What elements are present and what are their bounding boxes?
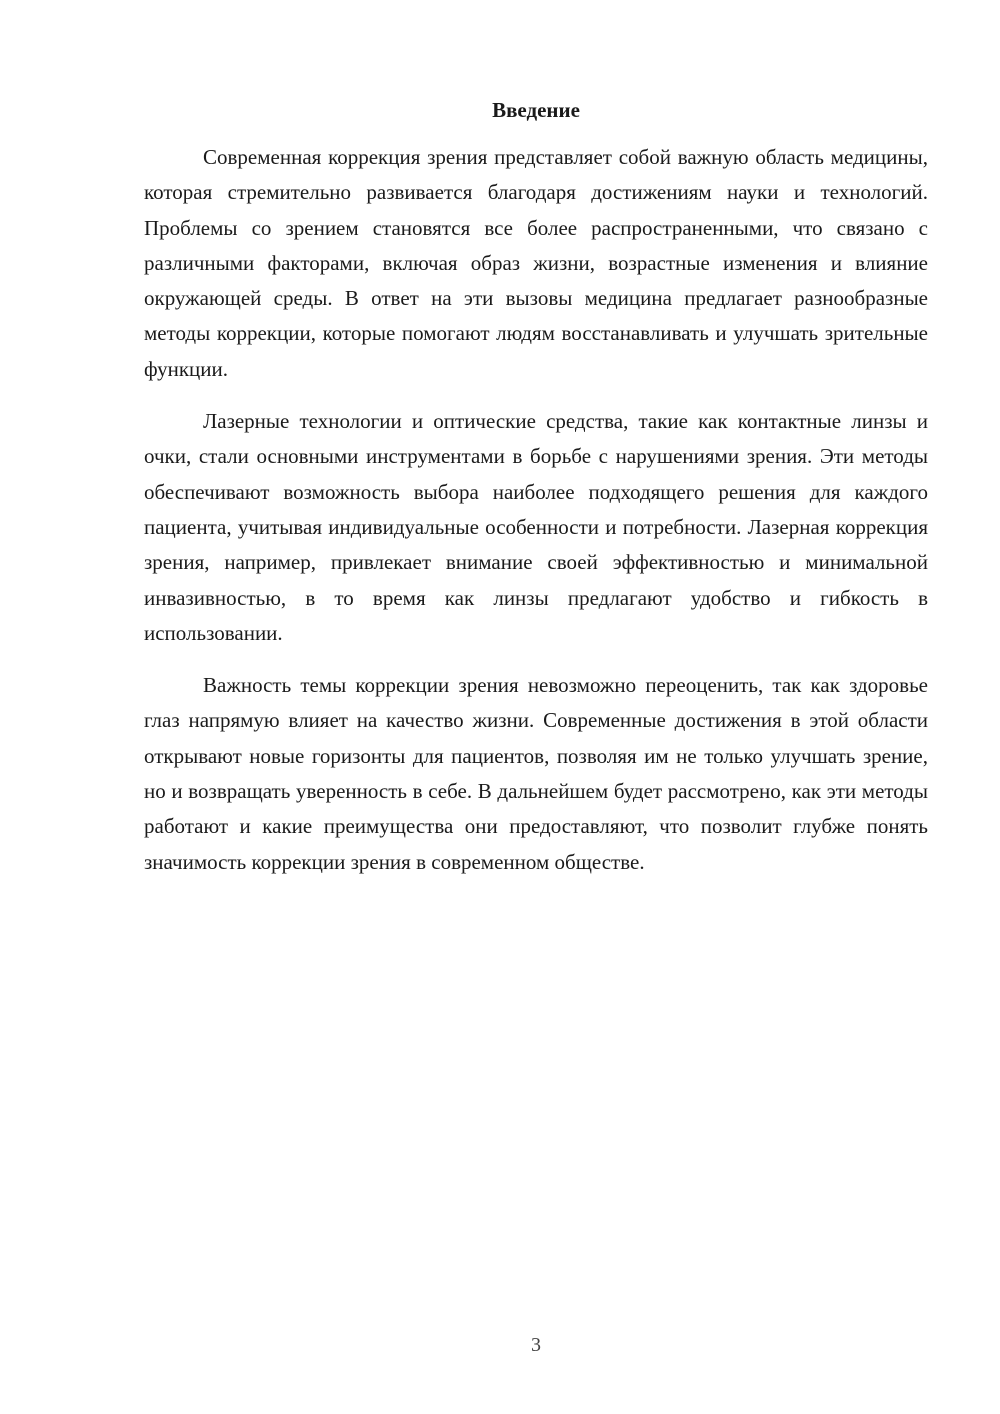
page-number: 3 [531,1334,541,1356]
paragraph-2: Лазерные технологии и оптические средства, такие как контактные линзы и очки, стали основными инструментами в борьбе с нарушениями зрения. Эти методы обеспечивают возможность выбора наиболее подходящего решения для каждого пациента, учитывая индивидуальные особенности и потребности. Лазерная коррекция зрения, например, привлекает внимание своей эффективностью и минимальной инвазивностью, в то время как линзы предлагают удобство и гибкость в использовании. [144,409,928,645]
paragraph-1: Современная коррекция зрения представляет собой важную область медицины, которая стремительно развивается благодаря достижениям науки и технологий. Проблемы со зрением становятся все более распространенными, что связано с различными факторами, включая образ жизни, возрастные изменения и влияние окружающей среды. В ответ на эти вызовы медицина предлагает разнообразные методы коррекции, которые помогают людям восстанавливать и улучшать зрительные функции. [144,145,928,381]
section-title: Введение [492,98,580,122]
page-content [144,92,928,897]
paragraph-3: Важность темы коррекции зрения невозможно переоценить, так как здоровье глаз напрямую влияет на качество жизни. Современные достижения в этой области открывают новые горизонты для пациентов, позволяя им не только улучшать зрение, но и возвращать уверенность в себе. В дальнейшем будет рассмотрено, как эти методы работают и какие преимущества они предоставляют, что позволит глубже понять значимость коррекции зрения в современном обществе. [144,673,928,874]
